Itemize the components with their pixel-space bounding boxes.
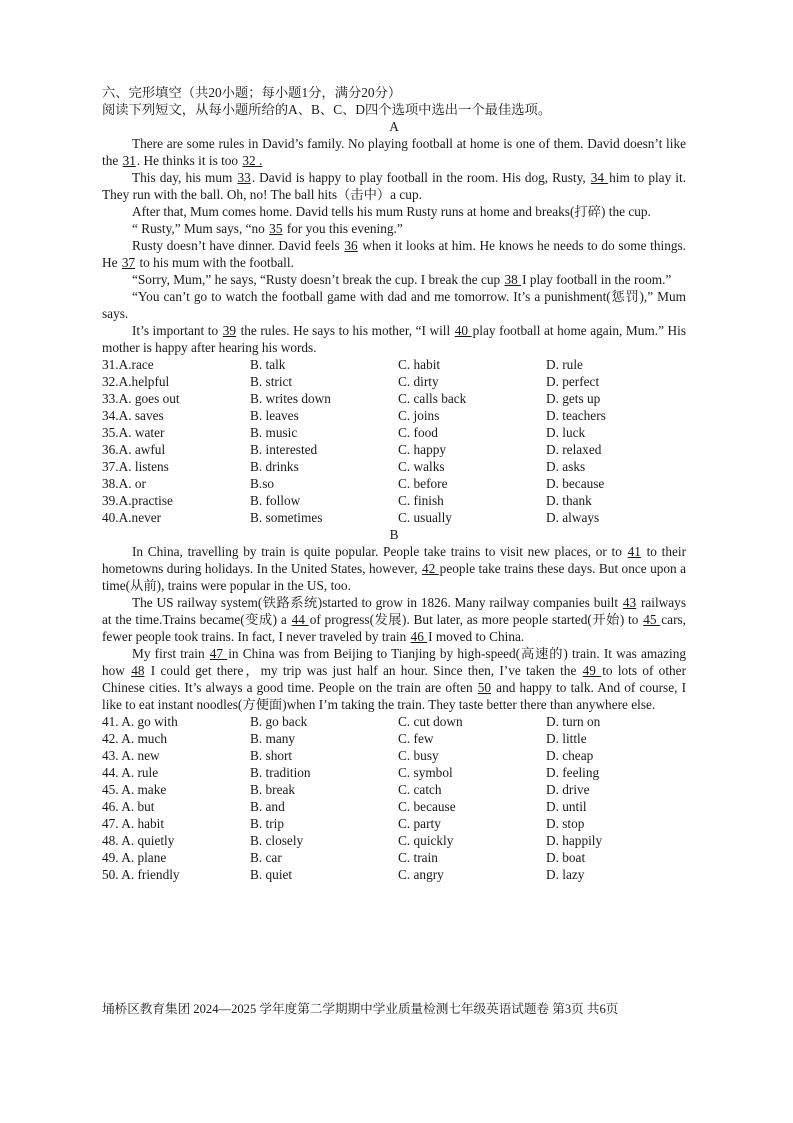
- option-a[interactable]: 38.A. or: [102, 476, 146, 491]
- option-a[interactable]: 44. A. rule: [102, 765, 159, 780]
- option-a[interactable]: 43. A. new: [102, 748, 160, 763]
- option-c[interactable]: C. before: [398, 476, 448, 491]
- option-row: [102, 815, 686, 832]
- option-d[interactable]: D. feeling: [546, 765, 600, 780]
- section-title: 六、完形填空（共20小题；每小题1分，满分20分）: [102, 85, 402, 100]
- option-row: [102, 390, 686, 407]
- passage-b-paragraph: My first train 47 in China was from Beijing to Tianjing by high-speed(高速的) train. It was amazing how 48 I could get there，my trip was just half an hour. Since then, I’ve taken the 49 to lots of other Chinese cities. It’s always a good time. People on the train are often 50 and happy to talk. And of course, I like to eat instant noodles(方便面)when I’m taking the train. They taste better there than anywhere else.: [102, 646, 686, 712]
- passage-a-paragraph: There are some rules in David’s family. No playing football at home is one of them. David doesn’t like the 31. He thinks it is too 32 .: [102, 136, 686, 168]
- option-a[interactable]: 50. A. friendly: [102, 867, 180, 882]
- option-c[interactable]: C. busy: [398, 748, 439, 763]
- option-b[interactable]: B. tradition: [250, 765, 311, 780]
- option-a[interactable]: 49. A. plane: [102, 850, 167, 865]
- option-a[interactable]: 35.A. water: [102, 425, 165, 440]
- option-row: [102, 441, 686, 458]
- option-c[interactable]: C. symbol: [398, 765, 453, 780]
- blank: 48: [131, 663, 145, 678]
- option-a[interactable]: 32.A.helpful: [102, 374, 170, 389]
- option-a[interactable]: 31.A.race: [102, 357, 154, 372]
- option-d[interactable]: D. boat: [546, 850, 586, 865]
- option-b[interactable]: B. go back: [250, 714, 308, 729]
- option-b[interactable]: B. sometimes: [250, 510, 323, 525]
- option-d[interactable]: D. asks: [546, 459, 586, 474]
- option-d[interactable]: D. rule: [546, 357, 583, 372]
- option-row: [102, 475, 686, 492]
- blank: 36: [344, 238, 358, 253]
- option-d[interactable]: D. thank: [546, 493, 592, 508]
- option-c[interactable]: C. walks: [398, 459, 445, 474]
- option-d[interactable]: D. perfect: [546, 374, 600, 389]
- option-a[interactable]: 42. A. much: [102, 731, 168, 746]
- option-row: [102, 764, 686, 781]
- cloze-section: [102, 84, 686, 883]
- option-row: [102, 373, 686, 390]
- blank: 42: [421, 561, 439, 576]
- blank: 41: [627, 544, 641, 559]
- option-row: [102, 713, 686, 730]
- option-a[interactable]: 37.A. listens: [102, 459, 169, 474]
- option-d[interactable]: D. drive: [546, 782, 590, 797]
- option-b[interactable]: B. talk: [250, 357, 286, 372]
- option-a[interactable]: 45. A. make: [102, 782, 167, 797]
- option-b[interactable]: B. many: [250, 731, 296, 746]
- passage-a-label: A: [389, 119, 399, 134]
- option-d[interactable]: D. turn on: [546, 714, 601, 729]
- option-row: [102, 509, 686, 526]
- option-c[interactable]: C. quickly: [398, 833, 454, 848]
- blank: 32 .: [242, 153, 263, 168]
- blank: 33: [237, 170, 251, 185]
- option-b[interactable]: B.so: [250, 476, 275, 491]
- option-c[interactable]: C. cut down: [398, 714, 463, 729]
- option-b[interactable]: B. short: [250, 748, 293, 763]
- option-row: [102, 781, 686, 798]
- option-b[interactable]: B. interested: [250, 442, 318, 457]
- option-c[interactable]: C. happy: [398, 442, 447, 457]
- option-a[interactable]: 47. A. habit: [102, 816, 165, 831]
- blank: 50: [477, 680, 492, 695]
- blank: 49: [582, 663, 602, 678]
- option-c[interactable]: C. party: [398, 816, 441, 831]
- option-c[interactable]: C. catch: [398, 782, 442, 797]
- option-c[interactable]: C. angry: [398, 867, 444, 882]
- option-b[interactable]: B. closely: [250, 833, 304, 848]
- option-d[interactable]: D. because: [546, 476, 605, 491]
- option-a[interactable]: 40.A.never: [102, 510, 162, 525]
- option-row: [102, 492, 686, 509]
- blank: 47: [209, 646, 228, 661]
- passage-a-paragraph: “Sorry, Mum,” he says, “Rusty doesn’t break the cup. I break the cup 38 I play football in the room.”: [132, 272, 672, 287]
- option-d[interactable]: D. until: [546, 799, 587, 814]
- option-d[interactable]: D. happily: [546, 833, 603, 848]
- option-row: [102, 798, 686, 815]
- option-c[interactable]: C. finish: [398, 493, 444, 508]
- option-a[interactable]: 33.A. goes out: [102, 391, 180, 406]
- option-row: [102, 849, 686, 866]
- blank: 37: [121, 255, 136, 270]
- option-b[interactable]: B. car: [250, 850, 282, 865]
- option-row: [102, 356, 686, 373]
- blank: 34: [590, 170, 609, 185]
- blank: 45: [643, 612, 661, 627]
- option-row: [102, 832, 686, 849]
- option-row: [102, 458, 686, 475]
- option-d[interactable]: D. little: [546, 731, 587, 746]
- instruction: 阅读下列短文，从每小题所给的A、B、C、D四个选项中选出一个最佳选项。: [102, 102, 552, 117]
- blank: 35: [269, 221, 283, 236]
- passage-b-label: B: [389, 527, 399, 542]
- option-b[interactable]: B. and: [250, 799, 285, 814]
- option-c[interactable]: C. calls back: [398, 391, 467, 406]
- options-table-b: [102, 713, 686, 883]
- option-c[interactable]: C. joins: [398, 408, 440, 423]
- option-b[interactable]: B. trip: [250, 816, 284, 831]
- option-c[interactable]: C. habit: [398, 357, 441, 372]
- page-footer: 埇桥区教育集团 2024—2025 学年度第二学期期中学业质量检测七年级英语试题卷 第3页 共6页: [102, 1002, 619, 1016]
- passage-a-paragraph: “You can’t go to watch the football game with dad and me tomorrow. It’s a punishment(惩罚),” Mum says.: [102, 289, 686, 321]
- option-b[interactable]: B. drinks: [250, 459, 299, 474]
- passage-a-paragraph: “ Rusty,” Mum says, “no 35 for you this evening.”: [132, 221, 403, 236]
- blank: 44: [291, 612, 309, 627]
- option-d[interactable]: D. always: [546, 510, 600, 525]
- passage-a-paragraph: This day, his mum 33. David is happy to play football in the room. His dog, Rusty, 34 him to play it. They run with the ball. Oh, no! The ball hits（击中）a cup.: [102, 170, 687, 202]
- option-row: [102, 424, 686, 441]
- option-a[interactable]: 41. A. go with: [102, 714, 178, 729]
- option-d[interactable]: D. teachers: [546, 408, 606, 423]
- option-a[interactable]: 34.A. saves: [102, 408, 164, 423]
- option-b[interactable]: B. writes down: [250, 391, 331, 406]
- option-c[interactable]: C. food: [398, 425, 438, 440]
- option-c[interactable]: C. train: [398, 850, 438, 865]
- blank: 43: [622, 595, 637, 610]
- options-table-a: [102, 356, 686, 526]
- option-row: [102, 747, 686, 764]
- passage-a-paragraph: Rusty doesn’t have dinner. David feels 36 when it looks at him. He knows he needs to do some things. He 37 to his mum with the football.: [102, 238, 687, 270]
- option-a[interactable]: 36.A. awful: [102, 442, 166, 457]
- blank: 38: [504, 272, 522, 287]
- option-row: [102, 866, 686, 883]
- option-b[interactable]: B. leaves: [250, 408, 299, 423]
- blank: 39: [222, 323, 237, 338]
- option-d[interactable]: D. luck: [546, 425, 586, 440]
- blank: 46: [410, 629, 428, 644]
- passage-a-paragraph: It’s important to 39 the rules. He says to his mother, “I will 40 play football at home again, Mum.” His mother is happy after hearing his words.: [102, 323, 686, 355]
- blank: 31: [122, 153, 136, 168]
- option-b[interactable]: B. music: [250, 425, 298, 440]
- option-row: [102, 407, 686, 424]
- passage-b-paragraph: In China, travelling by train is quite popular. People take trains to visit new places, or to 41 to their hometowns during holidays. In the United States, however, 42 people take trains these days. But once upon a time(从前), trains were popular in the US, too.: [102, 544, 687, 593]
- option-a[interactable]: 46. A. but: [102, 799, 155, 814]
- option-d[interactable]: D. cheap: [546, 748, 594, 763]
- option-d[interactable]: D. lazy: [546, 867, 585, 882]
- option-c[interactable]: C. dirty: [398, 374, 439, 389]
- option-b[interactable]: B. follow: [250, 493, 301, 508]
- option-d[interactable]: D. relaxed: [546, 442, 602, 457]
- option-b[interactable]: B. strict: [250, 374, 293, 389]
- option-row: [102, 730, 686, 747]
- passage-b-paragraph: The US railway system(铁路系统)started to grow in 1826. Many railway companies built 43 railways at the time.Trains became(变成) a 44 of progress(发展). But later, as more people started(开始) to 45 cars, fewer people took trains. In fact, I never traveled by train 46 I moved to China.: [102, 595, 687, 644]
- option-a[interactable]: 39.A.practise: [102, 493, 173, 508]
- option-b[interactable]: B. quiet: [250, 867, 293, 882]
- option-c[interactable]: C. few: [398, 731, 434, 746]
- option-d[interactable]: D. gets up: [546, 391, 601, 406]
- option-a[interactable]: 48. A. quietly: [102, 833, 175, 848]
- blank: 40: [454, 323, 472, 338]
- option-d[interactable]: D. stop: [546, 816, 585, 831]
- option-b[interactable]: B. break: [250, 782, 296, 797]
- option-c[interactable]: C. usually: [398, 510, 452, 525]
- option-c[interactable]: C. because: [398, 799, 456, 814]
- passage-a-paragraph: After that, Mum comes home. David tells his mum Rusty runs at home and breaks(打碎) the cup.: [132, 204, 651, 219]
